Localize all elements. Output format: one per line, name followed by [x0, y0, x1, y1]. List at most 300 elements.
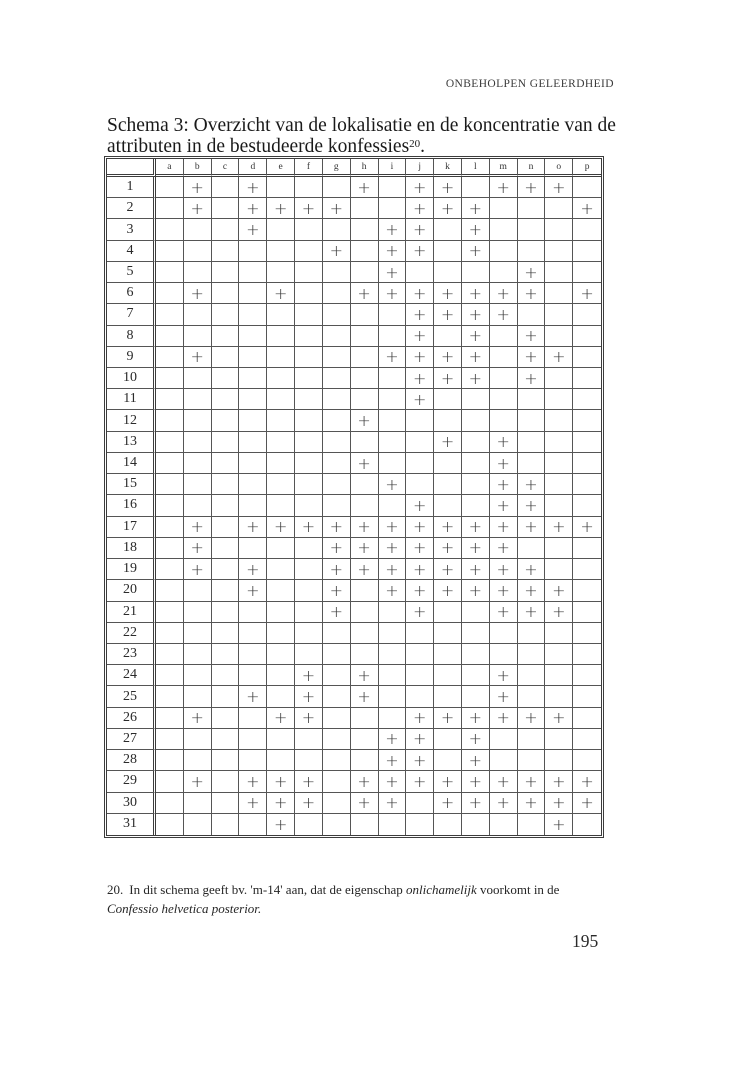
- cell-c-13: [212, 432, 240, 453]
- cell-i-21: [379, 602, 407, 623]
- plus-mark: +: [301, 771, 316, 791]
- cell-d-11: [239, 389, 267, 410]
- cell-i-29: [379, 771, 407, 792]
- plus-mark: +: [468, 326, 483, 346]
- cell-h-15: [351, 474, 379, 495]
- cell-n-25: [518, 686, 546, 707]
- cell-f-15: [295, 474, 323, 495]
- plus-mark: +: [440, 177, 455, 197]
- plus-mark: +: [440, 304, 455, 324]
- cell-e-3: [267, 219, 295, 240]
- row-header-19: 19: [107, 559, 156, 580]
- cell-g-18: [323, 538, 351, 559]
- plus-mark: +: [524, 517, 538, 537]
- cell-l-18: [462, 538, 490, 559]
- cell-m-11: [490, 389, 518, 410]
- cell-g-4: [323, 241, 351, 262]
- cell-j-14: [406, 453, 434, 474]
- cell-d-1: [239, 177, 267, 198]
- cell-l-24: [462, 665, 490, 686]
- plus-mark: +: [552, 814, 566, 834]
- cell-p-8: [573, 326, 601, 347]
- plus-mark: +: [413, 559, 427, 579]
- row-header-27: 27: [107, 729, 156, 750]
- plus-mark: +: [468, 729, 483, 749]
- cell-m-16: [490, 495, 518, 516]
- cell-a-10: [156, 368, 184, 389]
- cell-m-31: [490, 814, 518, 835]
- cell-f-26: [295, 708, 323, 729]
- cell-p-14: [573, 453, 601, 474]
- cell-j-16: [406, 495, 434, 516]
- row-header-1: 1: [107, 177, 156, 198]
- cell-g-22: [323, 623, 351, 644]
- cell-j-17: [406, 517, 434, 538]
- cell-a-6: [156, 283, 184, 304]
- cell-k-11: [434, 389, 462, 410]
- cell-m-15: [490, 474, 518, 495]
- cell-p-18: [573, 538, 601, 559]
- cell-c-1: [212, 177, 240, 198]
- cell-h-31: [351, 814, 379, 835]
- cell-l-21: [462, 602, 490, 623]
- cell-j-13: [406, 432, 434, 453]
- cell-g-19: [323, 559, 351, 580]
- cell-o-22: [545, 623, 573, 644]
- cell-k-7: [434, 304, 462, 325]
- plus-mark: +: [385, 347, 399, 367]
- cell-e-17: [267, 517, 295, 538]
- cell-m-10: [490, 368, 518, 389]
- cell-i-23: [379, 644, 407, 665]
- cell-j-2: [406, 198, 434, 219]
- cell-p-9: [573, 347, 601, 368]
- cell-l-6: [462, 283, 490, 304]
- plus-mark: +: [357, 177, 371, 197]
- plus-mark: +: [413, 517, 427, 537]
- cell-k-1: [434, 177, 462, 198]
- cell-k-20: [434, 580, 462, 601]
- plus-mark: +: [496, 793, 510, 813]
- plus-mark: +: [413, 177, 427, 197]
- plus-mark: +: [385, 262, 399, 282]
- column-header-b: b: [184, 159, 212, 177]
- row-header-25: 25: [107, 686, 156, 707]
- cell-m-21: [490, 602, 518, 623]
- cell-h-1: [351, 177, 379, 198]
- cell-f-12: [295, 410, 323, 431]
- plus-mark: +: [524, 793, 538, 813]
- cell-i-8: [379, 326, 407, 347]
- cell-m-9: [490, 347, 518, 368]
- cell-k-12: [434, 410, 462, 431]
- plus-mark: +: [468, 283, 483, 303]
- row-header-23: 23: [107, 644, 156, 665]
- column-header-m: m: [490, 159, 518, 177]
- plus-mark: +: [440, 559, 455, 579]
- cell-i-4: [379, 241, 407, 262]
- cell-g-24: [323, 665, 351, 686]
- cell-j-25: [406, 686, 434, 707]
- row-header-11: 11: [107, 389, 156, 410]
- cell-b-29: [184, 771, 212, 792]
- cell-j-15: [406, 474, 434, 495]
- plus-mark: +: [357, 453, 371, 473]
- plus-mark: +: [357, 793, 371, 813]
- cell-e-22: [267, 623, 295, 644]
- cell-b-2: [184, 198, 212, 219]
- plus-mark: +: [580, 198, 594, 218]
- row-header-15: 15: [107, 474, 156, 495]
- cell-k-28: [434, 750, 462, 771]
- cell-f-31: [295, 814, 323, 835]
- cell-d-24: [239, 665, 267, 686]
- cell-e-4: [267, 241, 295, 262]
- cell-c-7: [212, 304, 240, 325]
- plus-mark: +: [440, 432, 455, 452]
- footnote-ref[interactable]: 20: [409, 138, 421, 150]
- cell-p-22: [573, 623, 601, 644]
- cell-n-22: [518, 623, 546, 644]
- cell-i-14: [379, 453, 407, 474]
- cell-m-1: [490, 177, 518, 198]
- plus-mark: +: [385, 793, 399, 813]
- cell-c-28: [212, 750, 240, 771]
- plus-mark: +: [385, 241, 399, 261]
- cell-p-20: [573, 580, 601, 601]
- cell-m-28: [490, 750, 518, 771]
- cell-m-8: [490, 326, 518, 347]
- column-header-o: o: [545, 159, 573, 177]
- cell-g-16: [323, 495, 351, 516]
- cell-n-6: [518, 283, 546, 304]
- plus-mark: +: [413, 538, 427, 558]
- footnote-end: .: [257, 901, 262, 916]
- cell-b-1: [184, 177, 212, 198]
- cell-b-8: [184, 326, 212, 347]
- row-header-10: 10: [107, 368, 156, 389]
- cell-l-31: [462, 814, 490, 835]
- plus-mark: +: [190, 771, 204, 791]
- cell-k-3: [434, 219, 462, 240]
- cell-b-5: [184, 262, 212, 283]
- plus-mark: +: [552, 517, 566, 537]
- cell-d-19: [239, 559, 267, 580]
- plus-mark: +: [246, 198, 260, 218]
- cell-b-10: [184, 368, 212, 389]
- plus-mark: +: [580, 517, 594, 537]
- plus-mark: +: [524, 262, 538, 282]
- cell-e-15: [267, 474, 295, 495]
- cell-m-13: [490, 432, 518, 453]
- cell-o-26: [545, 708, 573, 729]
- plus-mark: +: [413, 729, 427, 749]
- plus-mark: +: [468, 580, 483, 600]
- footnote-text-2: voorkomt in de: [476, 882, 560, 897]
- plus-mark: +: [496, 687, 510, 707]
- cell-d-2: [239, 198, 267, 219]
- cell-j-23: [406, 644, 434, 665]
- cell-k-8: [434, 326, 462, 347]
- cell-f-18: [295, 538, 323, 559]
- plus-mark: +: [190, 708, 204, 728]
- row-header-17: 17: [107, 517, 156, 538]
- cell-j-20: [406, 580, 434, 601]
- row-header-18: 18: [107, 538, 156, 559]
- cell-i-7: [379, 304, 407, 325]
- plus-mark: +: [413, 750, 427, 770]
- cell-k-30: [434, 793, 462, 814]
- cell-f-24: [295, 665, 323, 686]
- plus-mark: +: [552, 708, 566, 728]
- cell-e-7: [267, 304, 295, 325]
- cell-g-31: [323, 814, 351, 835]
- plus-mark: +: [440, 347, 455, 367]
- cell-l-29: [462, 771, 490, 792]
- cell-e-24: [267, 665, 295, 686]
- cell-j-12: [406, 410, 434, 431]
- cell-o-17: [545, 517, 573, 538]
- plus-mark: +: [246, 687, 260, 707]
- row-header-5: 5: [107, 262, 156, 283]
- cell-a-24: [156, 665, 184, 686]
- cell-p-3: [573, 219, 601, 240]
- cell-n-16: [518, 495, 546, 516]
- plus-mark: +: [329, 517, 343, 537]
- cell-a-16: [156, 495, 184, 516]
- plus-mark: +: [496, 474, 510, 494]
- plus-mark: +: [301, 793, 316, 813]
- cell-d-17: [239, 517, 267, 538]
- cell-m-14: [490, 453, 518, 474]
- cell-j-22: [406, 623, 434, 644]
- cell-b-20: [184, 580, 212, 601]
- plus-mark: +: [468, 750, 483, 770]
- plus-mark: +: [301, 517, 316, 537]
- column-header-a: a: [156, 159, 184, 177]
- cell-o-29: [545, 771, 573, 792]
- plus-mark: +: [496, 665, 510, 685]
- cell-g-25: [323, 686, 351, 707]
- cell-k-21: [434, 602, 462, 623]
- cell-l-26: [462, 708, 490, 729]
- cell-h-18: [351, 538, 379, 559]
- cell-g-10: [323, 368, 351, 389]
- cell-p-27: [573, 729, 601, 750]
- cell-e-18: [267, 538, 295, 559]
- cell-a-14: [156, 453, 184, 474]
- plus-mark: +: [190, 198, 204, 218]
- cell-e-23: [267, 644, 295, 665]
- cell-f-11: [295, 389, 323, 410]
- cell-b-25: [184, 686, 212, 707]
- cell-f-17: [295, 517, 323, 538]
- cell-b-18: [184, 538, 212, 559]
- footnote-number: 20.: [107, 882, 124, 897]
- running-head: ONBEHOLPEN GELEERDHEID: [445, 78, 614, 90]
- plus-mark: +: [524, 368, 538, 388]
- cell-l-12: [462, 410, 490, 431]
- cell-g-6: [323, 283, 351, 304]
- cell-e-27: [267, 729, 295, 750]
- cell-p-6: [573, 283, 601, 304]
- cell-f-10: [295, 368, 323, 389]
- cell-a-7: [156, 304, 184, 325]
- cell-f-28: [295, 750, 323, 771]
- cell-f-14: [295, 453, 323, 474]
- plus-mark: +: [357, 538, 371, 558]
- cell-m-4: [490, 241, 518, 262]
- cell-c-18: [212, 538, 240, 559]
- cell-e-13: [267, 432, 295, 453]
- cell-p-17: [573, 517, 601, 538]
- cell-d-9: [239, 347, 267, 368]
- cell-d-10: [239, 368, 267, 389]
- cell-o-16: [545, 495, 573, 516]
- cell-l-8: [462, 326, 490, 347]
- cell-b-27: [184, 729, 212, 750]
- cell-a-23: [156, 644, 184, 665]
- cell-p-21: [573, 602, 601, 623]
- cell-j-18: [406, 538, 434, 559]
- plus-mark: +: [301, 708, 316, 728]
- plus-mark: +: [524, 602, 538, 622]
- cell-g-5: [323, 262, 351, 283]
- plus-mark: +: [496, 708, 510, 728]
- cell-j-1: [406, 177, 434, 198]
- cell-g-20: [323, 580, 351, 601]
- cell-p-11: [573, 389, 601, 410]
- cell-h-12: [351, 410, 379, 431]
- cell-f-19: [295, 559, 323, 580]
- cell-f-29: [295, 771, 323, 792]
- cell-a-21: [156, 602, 184, 623]
- cell-j-30: [406, 793, 434, 814]
- cell-n-13: [518, 432, 546, 453]
- cell-k-9: [434, 347, 462, 368]
- cell-e-12: [267, 410, 295, 431]
- plus-mark: +: [246, 580, 260, 600]
- cell-i-16: [379, 495, 407, 516]
- page-number: 195: [572, 931, 599, 951]
- plus-mark: +: [440, 793, 455, 813]
- cell-c-26: [212, 708, 240, 729]
- cell-l-27: [462, 729, 490, 750]
- plus-mark: +: [273, 517, 288, 537]
- plus-mark: +: [246, 177, 260, 197]
- plus-mark: +: [385, 771, 399, 791]
- cell-a-1: [156, 177, 184, 198]
- cell-j-11: [406, 389, 434, 410]
- cell-c-6: [212, 283, 240, 304]
- cell-d-7: [239, 304, 267, 325]
- cell-g-7: [323, 304, 351, 325]
- cell-l-19: [462, 559, 490, 580]
- cell-e-28: [267, 750, 295, 771]
- cell-b-21: [184, 602, 212, 623]
- plus-mark: +: [190, 517, 204, 537]
- cell-g-21: [323, 602, 351, 623]
- cell-m-2: [490, 198, 518, 219]
- plus-mark: +: [385, 559, 399, 579]
- cell-g-15: [323, 474, 351, 495]
- cell-j-5: [406, 262, 434, 283]
- plus-mark: +: [440, 368, 455, 388]
- cell-d-4: [239, 241, 267, 262]
- cell-n-5: [518, 262, 546, 283]
- cell-i-19: [379, 559, 407, 580]
- cell-j-27: [406, 729, 434, 750]
- plus-mark: +: [385, 750, 399, 770]
- cell-b-23: [184, 644, 212, 665]
- plus-mark: +: [524, 771, 538, 791]
- cell-a-30: [156, 793, 184, 814]
- plus-mark: +: [190, 283, 204, 303]
- cell-e-6: [267, 283, 295, 304]
- cell-c-5: [212, 262, 240, 283]
- cell-b-17: [184, 517, 212, 538]
- cell-d-21: [239, 602, 267, 623]
- cell-c-22: [212, 623, 240, 644]
- cell-a-13: [156, 432, 184, 453]
- cell-i-2: [379, 198, 407, 219]
- plus-mark: +: [246, 559, 260, 579]
- cell-e-19: [267, 559, 295, 580]
- cell-o-18: [545, 538, 573, 559]
- cell-o-11: [545, 389, 573, 410]
- cell-o-10: [545, 368, 573, 389]
- cell-h-23: [351, 644, 379, 665]
- plus-mark: +: [552, 177, 566, 197]
- cell-o-13: [545, 432, 573, 453]
- cell-b-3: [184, 219, 212, 240]
- row-header-16: 16: [107, 495, 156, 516]
- plus-mark: +: [329, 602, 343, 622]
- plus-mark: +: [496, 283, 510, 303]
- cell-d-5: [239, 262, 267, 283]
- plus-mark: +: [580, 793, 594, 813]
- cell-h-28: [351, 750, 379, 771]
- plus-mark: +: [496, 432, 510, 452]
- cell-i-1: [379, 177, 407, 198]
- cell-b-28: [184, 750, 212, 771]
- cell-c-10: [212, 368, 240, 389]
- cell-h-13: [351, 432, 379, 453]
- cell-d-23: [239, 644, 267, 665]
- cell-j-29: [406, 771, 434, 792]
- cell-b-24: [184, 665, 212, 686]
- row-header-7: 7: [107, 304, 156, 325]
- cell-h-27: [351, 729, 379, 750]
- cell-p-29: [573, 771, 601, 792]
- cell-n-26: [518, 708, 546, 729]
- cell-f-5: [295, 262, 323, 283]
- cell-c-27: [212, 729, 240, 750]
- plus-mark: +: [413, 347, 427, 367]
- cell-e-5: [267, 262, 295, 283]
- cell-c-30: [212, 793, 240, 814]
- row-header-30: 30: [107, 793, 156, 814]
- cell-p-7: [573, 304, 601, 325]
- cell-k-27: [434, 729, 462, 750]
- cell-d-22: [239, 623, 267, 644]
- cell-g-23: [323, 644, 351, 665]
- cell-h-17: [351, 517, 379, 538]
- cell-h-16: [351, 495, 379, 516]
- cell-l-25: [462, 686, 490, 707]
- cell-k-24: [434, 665, 462, 686]
- cell-f-13: [295, 432, 323, 453]
